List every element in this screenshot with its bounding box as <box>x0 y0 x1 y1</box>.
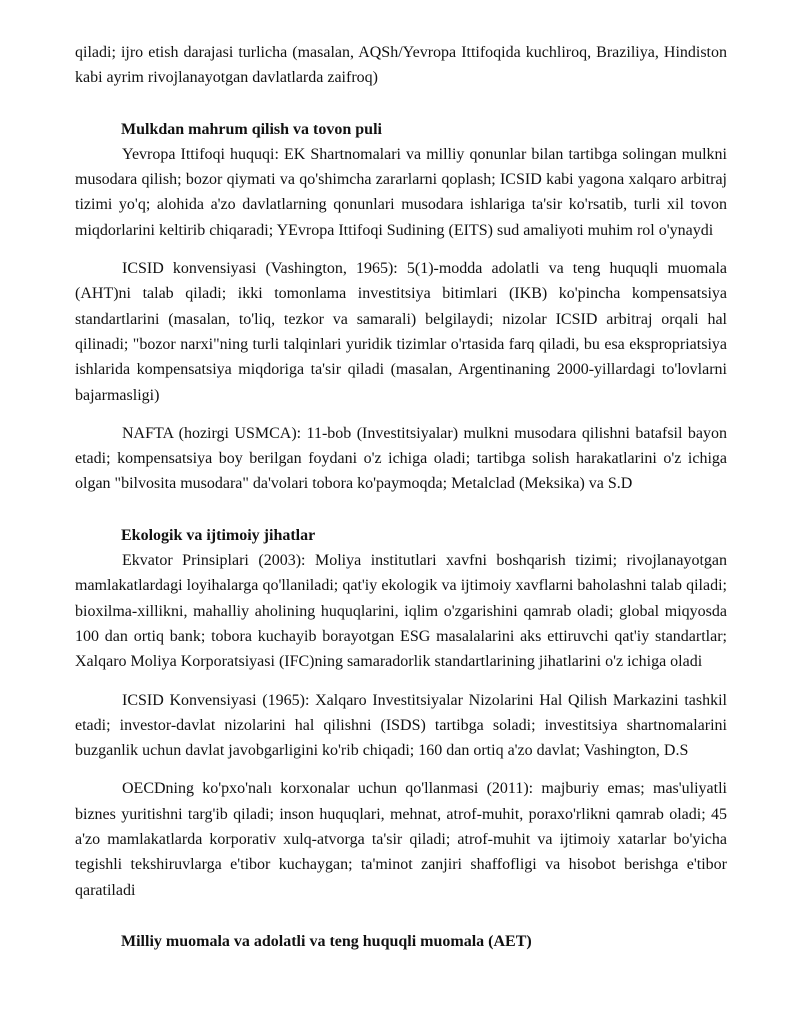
paragraph-icsid-convention: ICSID konvensiyasi (Vashington, 1965): 5(1)-modda adolatli va teng huquqli muomala (AHT)ni talab qiladi; ikki tomonlama investitsiya bitimlari (IKB) ko'pincha kompensatsiya standartlarini (masalan, to'liq, tezkor va samarali) belgilaydi; nizolar ICSID arbitraj orqali hal qilinadi; "bozor narxi"ning turli talqinlari yuridik tizimlar o'rtasida farq qiladi, bu esa ekspropriatsiya ishlarida kompensatsiya miqdoriga ta'sir qiladi (masalan, Argentinaning 2000-yillardagi to'lovlarni bajarmasligi) <box>75 260 727 404</box>
paragraph-oecd-guidelines: OECDning ko'pxo'nalı korxonalar uchun qo'llanmasi (2011): majburiy emas; mas'uliyatli biznes yuritishni targ'ib qiladi; inson huquqlari, mehnat, atrof-muhit, poraxo'rlikni qamrab oladi; 45 a'zo mamlakatlarda korporativ xulq-atvorga ta'sir qiladi; atrof-muhit va ijtimoiy xatarlar bo'yicha tegishli tekshiruvlarga e'tibor kuchaygan; ta'minot zanjiri shaffofligi va hisobot berishga e'tibor qaratiladi <box>75 780 727 899</box>
section-heading-environmental-social: Ekologik va ijtimoiy jihatlar <box>121 526 316 544</box>
document-page <box>75 40 727 954</box>
paragraph-icsid-1965: ICSID Konvensiyasi (1965): Xalqaro Investitsiyalar Nizolarini Hal Qilish Markazini tashkil etadi; investor-davlat nizolarini hal qilishni (ISDS) tartibga soladi; investitsiya shartnomalarini buzganlik uchun davlat javobgarligini ko'rib chiqadi; 160 dan ortiq a'zo davlat; Vashington, D.S <box>75 691 727 760</box>
section-heading-expropriation: Mulkdan mahrum qilish va tovon puli <box>121 120 382 138</box>
paragraph-equator-principles: Ekvator Prinsiplari (2003): Moliya institutlari xavfni boshqarish tizimi; rivojlanayotgan mamlakatlardagi loyihalarga qo'llaniladi; qat'iy ekologik va ijtimoiy xavflarni baholashni talab qiladi; bioxilma-xillikni, mahalliy aholining huquqlarini, iqlim o'zgarishini qamrab oladi; global miqyosda 100 dan ortiq bank; tobora kuchayib borayotgan ESG masalalarini aks ettiruvchi qat'iy standartlar; Xalqaro Moliya Korporatsiyasi (IFC)ning samaradorlik standartlarining jihatlarini o'z ichiga oladi <box>75 552 727 671</box>
paragraph-nafta: NAFTA (hozirgi USMCA): 11-bob (Investitsiyalar) mulkni musodara qilishni batafsil bayon etadi; kompensatsiya boy berilgan foydani o'z ichiga oladi; tartibga solish harakatlarini o'z ichiga olgan "bilvosita musodara" da'volari tobora ko'paymoqda; Metalclad (Meksika) va S.D <box>75 424 727 493</box>
paragraph-eu-law: Yevropa Ittifoqi huquqi: EK Shartnomalari va milliy qonunlar bilan tartibga solingan mulkni musodara qilish; bozor qiymati va qo'shimcha zararlarni qoplash; ICSID kabi yagona xalqaro arbitraj tizimi yo'q; alohida a'zo davlatlarning qonunlari musodara ishlariga ta'sir ko'rsatib, turli xil tovon miqdorlarini keltirib chiqaradi; YEvropa Ittifoqi Sudining (EITS) sud amaliyoti muhim rol o'ynaydi <box>75 145 727 239</box>
paragraph-continuation: qiladi; ijro etish darajasi turlicha (masalan, AQSh/Yevropa Ittifoqida kuchliroq, Braziliya, Hindiston kabi ayrim rivojlanayotgan davlatlarda zaifroq) <box>75 44 727 87</box>
section-heading-national-treatment: Milliy muomala va adolatli va teng huquqli muomala (AET) <box>121 932 532 950</box>
